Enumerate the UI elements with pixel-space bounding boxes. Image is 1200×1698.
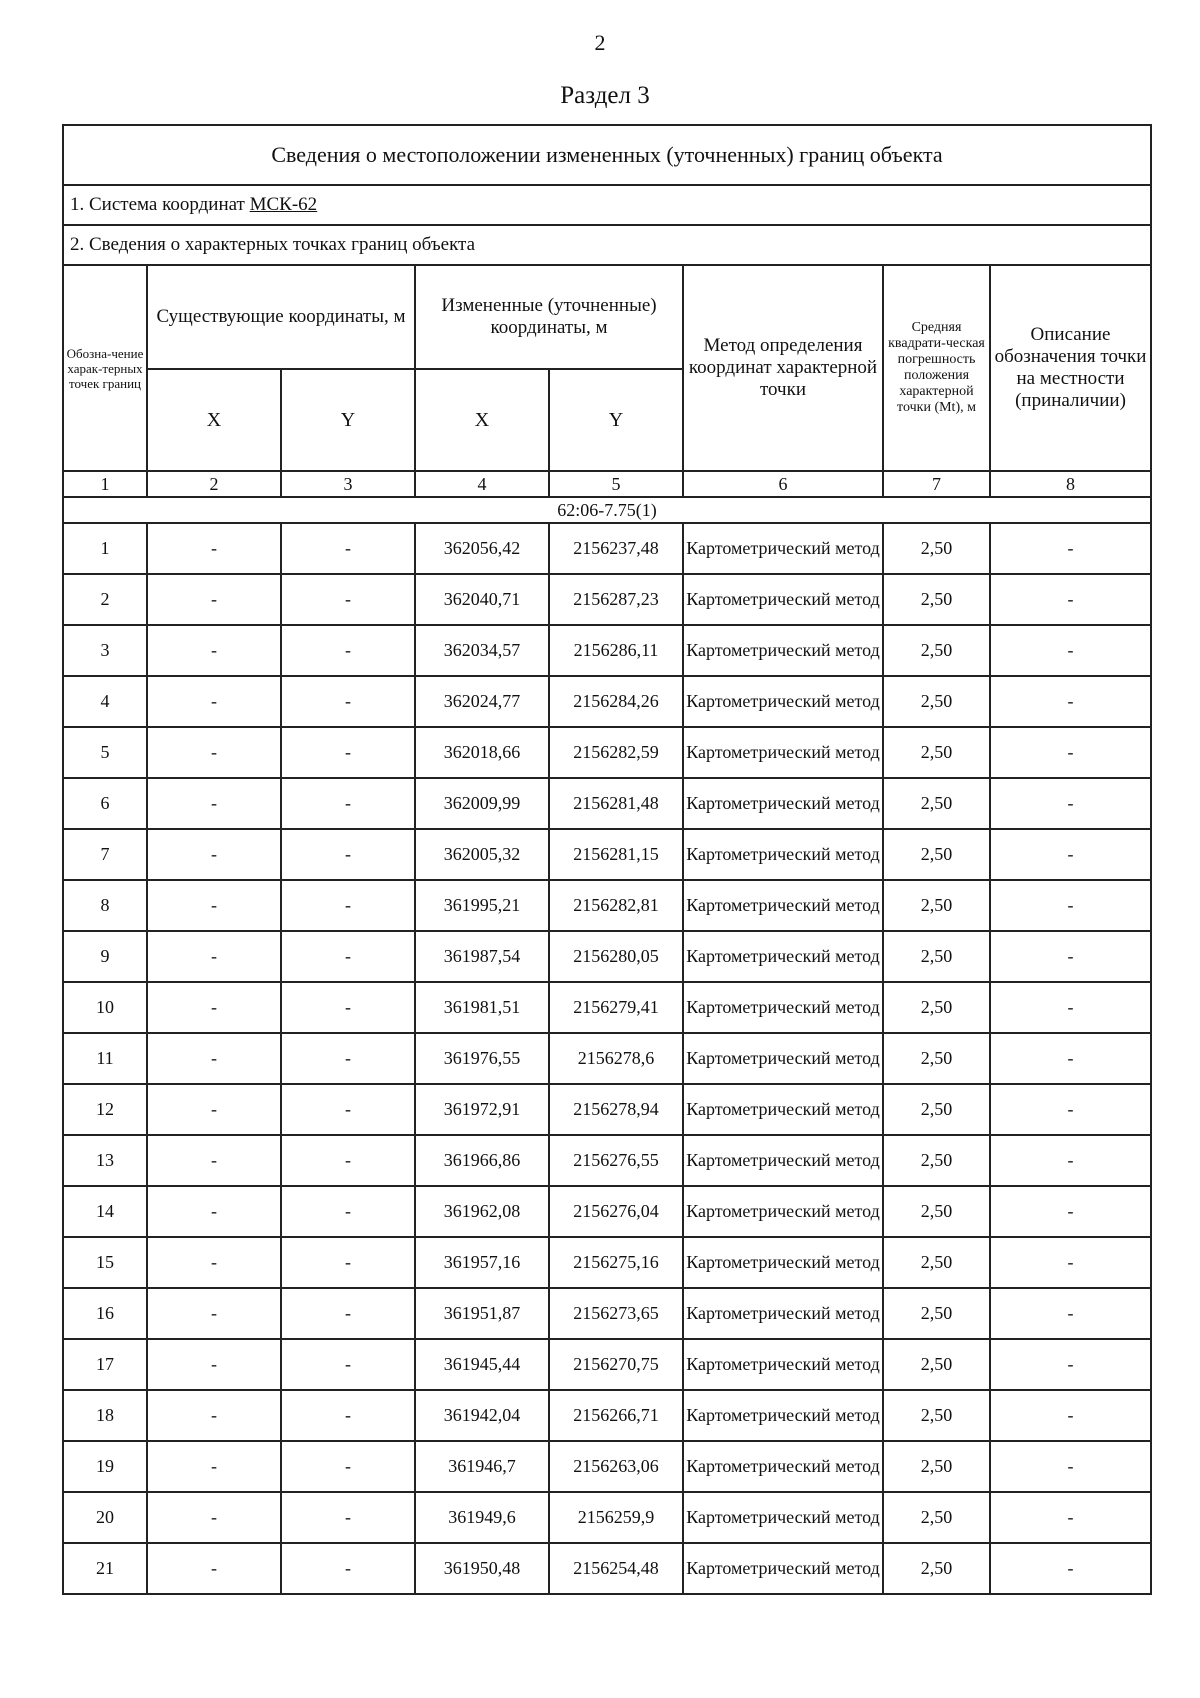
boundary-points-table [62, 124, 1152, 1595]
existing-x-cell: - [147, 625, 281, 676]
changed-y-cell: 2156237,48 [549, 523, 683, 574]
column-number: 4 [415, 471, 549, 497]
existing-x-cell: - [147, 829, 281, 880]
point-number-cell: 19 [63, 1441, 147, 1492]
point-number-cell: 10 [63, 982, 147, 1033]
description-cell: - [990, 880, 1151, 931]
method-cell: Картометрический метод [683, 574, 883, 625]
table-row [63, 625, 1151, 676]
changed-x-cell: 362040,71 [415, 574, 549, 625]
method-cell: Картометрический метод [683, 1237, 883, 1288]
existing-x-cell: - [147, 523, 281, 574]
existing-x-cell: - [147, 931, 281, 982]
point-number-cell: 15 [63, 1237, 147, 1288]
point-number-cell: 1 [63, 523, 147, 574]
description-cell: - [990, 1339, 1151, 1390]
header-existing-y: Y [281, 369, 415, 471]
changed-y-cell: 2156282,59 [549, 727, 683, 778]
method-cell: Картометрический метод [683, 1492, 883, 1543]
mean-square-error-cell: 2,50 [883, 1135, 990, 1186]
method-cell: Картометрический метод [683, 931, 883, 982]
table-row [63, 1033, 1151, 1084]
table-row [63, 1135, 1151, 1186]
header-changed-y: Y [549, 369, 683, 471]
existing-x-cell: - [147, 1186, 281, 1237]
existing-x-cell: - [147, 727, 281, 778]
coordinate-system-value: МСК-62 [249, 194, 318, 215]
changed-x-cell: 361949,6 [415, 1492, 549, 1543]
existing-x-cell: - [147, 1033, 281, 1084]
existing-y-cell: - [281, 1288, 415, 1339]
existing-x-cell: - [147, 1288, 281, 1339]
changed-x-cell: 361987,54 [415, 931, 549, 982]
mean-square-error-cell: 2,50 [883, 1084, 990, 1135]
changed-x-cell: 361981,51 [415, 982, 549, 1033]
table-row [63, 778, 1151, 829]
changed-y-cell: 2156281,48 [549, 778, 683, 829]
description-cell: - [990, 931, 1151, 982]
description-cell: - [990, 523, 1151, 574]
existing-y-cell: - [281, 1390, 415, 1441]
changed-y-cell: 2156287,23 [549, 574, 683, 625]
method-cell: Картометрический метод [683, 1543, 883, 1594]
table-row [63, 1288, 1151, 1339]
table-row [63, 982, 1151, 1033]
changed-x-cell: 362018,66 [415, 727, 549, 778]
section-title: Раздел 3 [560, 82, 650, 109]
point-number-cell: 18 [63, 1390, 147, 1441]
mean-square-error-cell: 2,50 [883, 829, 990, 880]
method-cell: Картометрический метод [683, 1288, 883, 1339]
description-cell: - [990, 1492, 1151, 1543]
existing-y-cell: - [281, 625, 415, 676]
existing-y-cell: - [281, 1084, 415, 1135]
changed-y-cell: 2156276,04 [549, 1186, 683, 1237]
table-row [63, 1390, 1151, 1441]
description-cell: - [990, 1186, 1151, 1237]
changed-x-cell: 362005,32 [415, 829, 549, 880]
existing-x-cell: - [147, 880, 281, 931]
method-cell: Картометрический метод [683, 625, 883, 676]
table-row [63, 1084, 1151, 1135]
existing-x-cell: - [147, 778, 281, 829]
mean-square-error-cell: 2,50 [883, 1186, 990, 1237]
mean-square-error-cell: 2,50 [883, 574, 990, 625]
table-row [63, 931, 1151, 982]
method-cell: Картометрический метод [683, 778, 883, 829]
point-number-cell: 12 [63, 1084, 147, 1135]
method-cell: Картометрический метод [683, 1135, 883, 1186]
point-number-cell: 17 [63, 1339, 147, 1390]
header-method: Метод определения координат характерной точки [683, 265, 883, 471]
point-number-cell: 11 [63, 1033, 147, 1084]
point-number-cell: 14 [63, 1186, 147, 1237]
mean-square-error-cell: 2,50 [883, 880, 990, 931]
method-cell: Картометрический метод [683, 676, 883, 727]
changed-x-cell: 361962,08 [415, 1186, 549, 1237]
existing-x-cell: - [147, 676, 281, 727]
changed-x-cell: 361945,44 [415, 1339, 549, 1390]
existing-y-cell: - [281, 1033, 415, 1084]
description-cell: - [990, 1441, 1151, 1492]
method-cell: Картометрический метод [683, 829, 883, 880]
column-number: 1 [63, 471, 147, 497]
existing-x-cell: - [147, 574, 281, 625]
changed-y-cell: 2156280,05 [549, 931, 683, 982]
existing-y-cell: - [281, 523, 415, 574]
description-cell: - [990, 1033, 1151, 1084]
mean-square-error-cell: 2,50 [883, 1543, 990, 1594]
method-cell: Картометрический метод [683, 982, 883, 1033]
method-cell: Картометрический метод [683, 1084, 883, 1135]
column-number: 7 [883, 471, 990, 497]
description-cell: - [990, 982, 1151, 1033]
changed-x-cell: 361942,04 [415, 1390, 549, 1441]
changed-x-cell: 361966,86 [415, 1135, 549, 1186]
point-number-cell: 5 [63, 727, 147, 778]
changed-y-cell: 2156278,94 [549, 1084, 683, 1135]
header-existing-coordinates: Существующие координаты, м [147, 265, 415, 369]
points-section-title: 2. Сведения о характерных точках границ объекта [63, 225, 1151, 265]
description-cell: - [990, 1084, 1151, 1135]
changed-x-cell: 361995,21 [415, 880, 549, 931]
point-number-cell: 3 [63, 625, 147, 676]
point-number-cell: 6 [63, 778, 147, 829]
description-cell: - [990, 1135, 1151, 1186]
table-row [63, 1543, 1151, 1594]
description-cell: - [990, 829, 1151, 880]
mean-square-error-cell: 2,50 [883, 1492, 990, 1543]
method-cell: Картометрический метод [683, 880, 883, 931]
point-number-cell: 16 [63, 1288, 147, 1339]
mean-square-error-cell: 2,50 [883, 1288, 990, 1339]
table-row [63, 880, 1151, 931]
changed-x-cell: 361946,7 [415, 1441, 549, 1492]
method-cell: Картометрический метод [683, 727, 883, 778]
coordinate-system-label: 1. Система координат [70, 194, 250, 215]
table-row [63, 727, 1151, 778]
description-cell: - [990, 727, 1151, 778]
column-number: 3 [281, 471, 415, 497]
header-mean-square-error: Средняя квадрати-ческая погрешность положения характерной точки (Mt), м [883, 265, 990, 471]
changed-x-cell: 361976,55 [415, 1033, 549, 1084]
changed-x-cell: 362056,42 [415, 523, 549, 574]
existing-y-cell: - [281, 1135, 415, 1186]
existing-y-cell: - [281, 982, 415, 1033]
method-cell: Картометрический метод [683, 1441, 883, 1492]
changed-x-cell: 362034,57 [415, 625, 549, 676]
changed-y-cell: 2156270,75 [549, 1339, 683, 1390]
existing-y-cell: - [281, 1237, 415, 1288]
existing-x-cell: - [147, 1390, 281, 1441]
changed-y-cell: 2156275,16 [549, 1237, 683, 1288]
point-number-cell: 21 [63, 1543, 147, 1594]
column-number: 6 [683, 471, 883, 497]
description-cell: - [990, 676, 1151, 727]
changed-y-cell: 2156266,71 [549, 1390, 683, 1441]
changed-y-cell: 2156279,41 [549, 982, 683, 1033]
point-number-cell: 4 [63, 676, 147, 727]
mean-square-error-cell: 2,50 [883, 931, 990, 982]
existing-y-cell: - [281, 1186, 415, 1237]
point-number-cell: 13 [63, 1135, 147, 1186]
description-cell: - [990, 625, 1151, 676]
table-row [63, 829, 1151, 880]
table-row [63, 1492, 1151, 1543]
mean-square-error-cell: 2,50 [883, 727, 990, 778]
existing-x-cell: - [147, 1492, 281, 1543]
description-cell: - [990, 778, 1151, 829]
header-point-designation: Обозна-чение харак-терных точек границ [63, 265, 147, 471]
changed-x-cell: 361951,87 [415, 1288, 549, 1339]
changed-y-cell: 2156273,65 [549, 1288, 683, 1339]
mean-square-error-cell: 2,50 [883, 1441, 990, 1492]
mean-square-error-cell: 2,50 [883, 676, 990, 727]
point-number-cell: 2 [63, 574, 147, 625]
existing-x-cell: - [147, 1084, 281, 1135]
changed-y-cell: 2156282,81 [549, 880, 683, 931]
existing-y-cell: - [281, 727, 415, 778]
point-number-cell: 20 [63, 1492, 147, 1543]
existing-y-cell: - [281, 880, 415, 931]
changed-y-cell: 2156286,11 [549, 625, 683, 676]
page-number: 2 [594, 30, 606, 55]
changed-y-cell: 2156278,6 [549, 1033, 683, 1084]
description-cell: - [990, 1390, 1151, 1441]
column-number: 5 [549, 471, 683, 497]
table-row [63, 1186, 1151, 1237]
changed-x-cell: 361950,48 [415, 1543, 549, 1594]
changed-x-cell: 362009,99 [415, 778, 549, 829]
existing-y-cell: - [281, 1441, 415, 1492]
changed-y-cell: 2156276,55 [549, 1135, 683, 1186]
method-cell: Картометрический метод [683, 1390, 883, 1441]
mean-square-error-cell: 2,50 [883, 1390, 990, 1441]
changed-x-cell: 362024,77 [415, 676, 549, 727]
description-cell: - [990, 1543, 1151, 1594]
mean-square-error-cell: 2,50 [883, 523, 990, 574]
mean-square-error-cell: 2,50 [883, 625, 990, 676]
mean-square-error-cell: 2,50 [883, 982, 990, 1033]
method-cell: Картометрический метод [683, 1339, 883, 1390]
description-cell: - [990, 574, 1151, 625]
header-point-description: Описание обозначения точки на местности (приналичии) [990, 265, 1151, 471]
mean-square-error-cell: 2,50 [883, 1033, 990, 1084]
changed-y-cell: 2156284,26 [549, 676, 683, 727]
point-number-cell: 7 [63, 829, 147, 880]
existing-x-cell: - [147, 1237, 281, 1288]
existing-y-cell: - [281, 778, 415, 829]
method-cell: Картометрический метод [683, 1033, 883, 1084]
changed-x-cell: 361957,16 [415, 1237, 549, 1288]
header-changed-x: X [415, 369, 549, 471]
existing-y-cell: - [281, 574, 415, 625]
mean-square-error-cell: 2,50 [883, 778, 990, 829]
coordinate-system-row [63, 185, 1151, 225]
point-number-cell: 9 [63, 931, 147, 982]
parcel-number: 62:06-7.75(1) [63, 497, 1151, 523]
existing-y-cell: - [281, 829, 415, 880]
mean-square-error-cell: 2,50 [883, 1339, 990, 1390]
description-cell: - [990, 1237, 1151, 1288]
existing-y-cell: - [281, 1339, 415, 1390]
existing-x-cell: - [147, 982, 281, 1033]
changed-y-cell: 2156254,48 [549, 1543, 683, 1594]
existing-y-cell: - [281, 1543, 415, 1594]
column-number: 8 [990, 471, 1151, 497]
point-number-cell: 8 [63, 880, 147, 931]
existing-y-cell: - [281, 931, 415, 982]
existing-x-cell: - [147, 1543, 281, 1594]
table-row [63, 676, 1151, 727]
table-row [63, 523, 1151, 574]
existing-y-cell: - [281, 1492, 415, 1543]
table-row [63, 1441, 1151, 1492]
changed-y-cell: 2156281,15 [549, 829, 683, 880]
changed-y-cell: 2156259,9 [549, 1492, 683, 1543]
table-row [63, 1339, 1151, 1390]
existing-y-cell: - [281, 676, 415, 727]
header-changed-coordinates: Измененные (уточненные) координаты, м [415, 265, 683, 369]
existing-x-cell: - [147, 1441, 281, 1492]
method-cell: Картометрический метод [683, 523, 883, 574]
existing-x-cell: - [147, 1339, 281, 1390]
table-row [63, 574, 1151, 625]
existing-x-cell: - [147, 1135, 281, 1186]
method-cell: Картометрический метод [683, 1186, 883, 1237]
changed-y-cell: 2156263,06 [549, 1441, 683, 1492]
mean-square-error-cell: 2,50 [883, 1237, 990, 1288]
table-row [63, 1237, 1151, 1288]
description-cell: - [990, 1288, 1151, 1339]
changed-x-cell: 361972,91 [415, 1084, 549, 1135]
header-existing-x: X [147, 369, 281, 471]
table-caption: Сведения о местоположении измененных (уточненных) границ объекта [63, 125, 1151, 185]
column-number: 2 [147, 471, 281, 497]
